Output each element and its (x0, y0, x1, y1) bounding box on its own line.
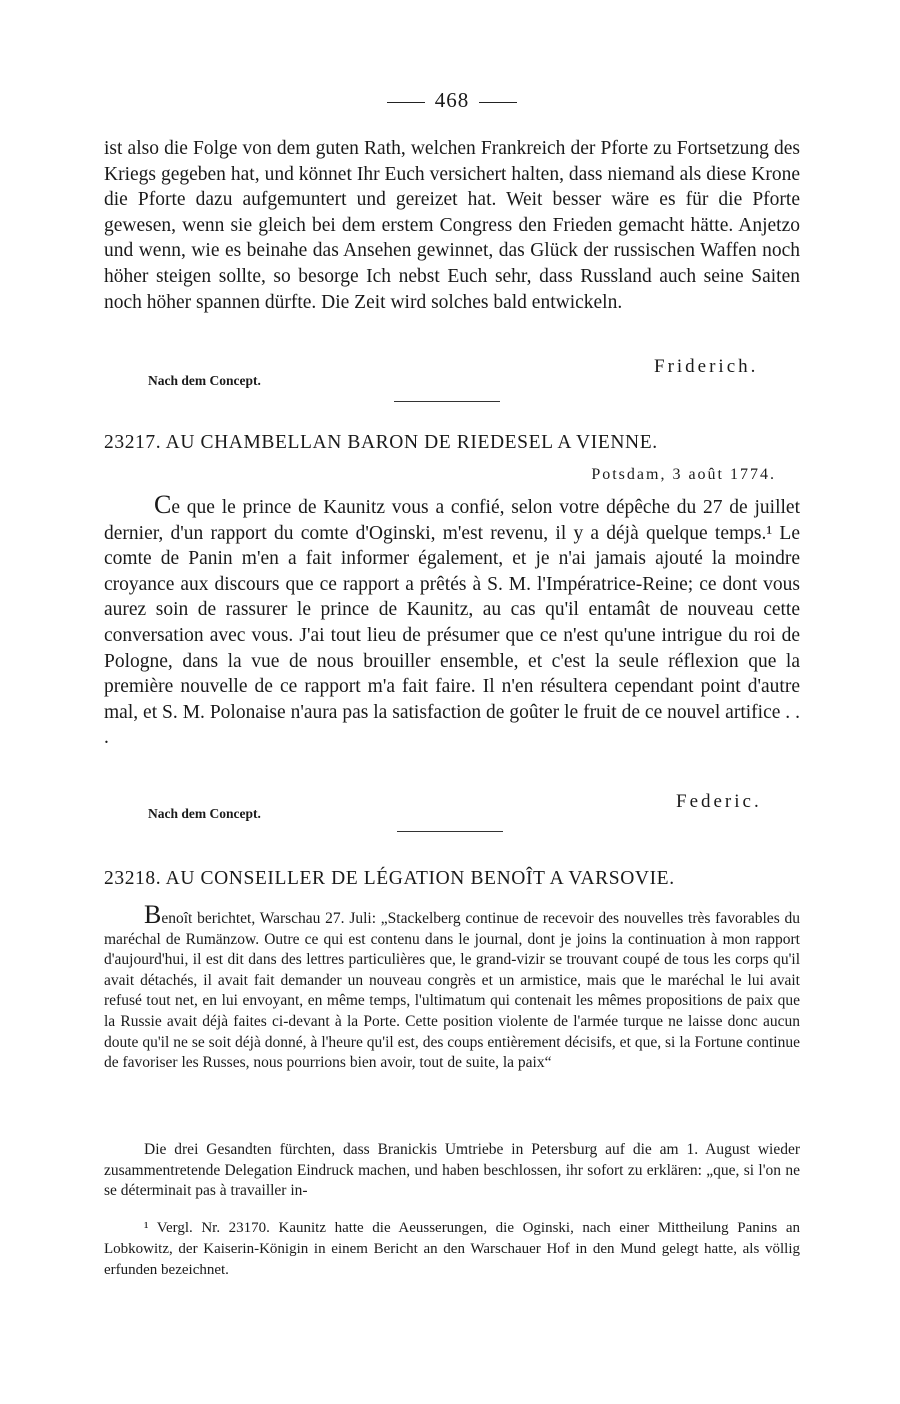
dash-left (387, 102, 425, 103)
letter-body-text: e que le prince de Kaunitz vous a confié, selon votre dépêche du 27 de juillet dernier, d'un rapport du comte d'Oginski, m'est revenu, il y a déjà quelque temps.¹ Le comte de Panin m'en a fait informer également, et je n'ai jamais ajouté la moindre croyance aux discours que ce rapport a prêtés à S. M. l'Impératrice-Reine; ce dont vous aurez soin de rassurer le prince de Kaunitz, au cas qu'il entamât de nouveau cette conversation avec vous. J'ai tout lieu de présumer que ce n'est qu'une intrigue du roi de Pologne, dans la vue de nous brouiller ensemble, et c'est la seule réflexion que la première nouvelle de ce rapport m'a fait faire. Il n'en résultera cependant point d'autre mal, et S. M. Polonaise n'aura pas la satisfaction de goûter le fruit de ce nouvel artifice . . . (104, 497, 800, 749)
signature-federic: Federic. (676, 791, 762, 812)
footnote (104, 1218, 800, 1281)
letter-body-continued (104, 1140, 800, 1202)
letter-body-text-2: Die drei Gesandten fürchten, dass Branickis Umtriebe in Petersburg auf die am 1. August wieder zusammentretende Delegation Eindruck machen, und haben beschlossen, ihr sofort zu erklären: „que, si l'on ne se déterminait pas à travailler in- (104, 1141, 800, 1200)
source-note-1: Nach dem Concept. (148, 373, 261, 388)
letter-title: AU CHAMBELLAN BARON DE RIEDESEL A VIENNE. (165, 432, 658, 453)
letter-heading-23217 (104, 432, 800, 454)
letter-title: AU CONSEILLER DE LÉGATION BENOÎT A VARSOVIE. (165, 868, 675, 889)
letter-heading-23218 (104, 868, 800, 890)
dropcap: C (154, 490, 172, 519)
separator-rule-1 (394, 401, 500, 402)
signature-friderich: Friderich. (654, 356, 759, 377)
letter-number: 23218. (104, 868, 162, 889)
page-number-line (104, 88, 800, 113)
source-note-2: Nach dem Concept. (148, 806, 261, 821)
page-number: 468 (434, 88, 470, 112)
paragraph-continued: ist also die Folge von dem guten Rath, welchen Frankreich der Pforte zu Fortsetzung des Kriegs gegeben hat, und könnet Ihr Euch versichert halten, dass niemand als diese Krone die Pforte dazu aufgemuntert und gereizet hat. Weit besser wäre es für die Pforte gewesen, wenn sie gleich bei dem erstem Congress den Frieden gemacht hätte. Anjetzo und wenn, wie es beinahe das Ansehen gewinnet, das Glück der russischen Waffen noch höher steigen sollte, so besorge Ich nebst Euch sehr, dass Russland auch seine Saiten noch höher spannen dürfte. Die Zeit wird solches bald entwickeln. (104, 138, 800, 313)
letter-body-23217 (104, 492, 800, 751)
footnote-text: ¹ Vergl. Nr. 23170. Kaunitz hatte die Aeusserungen, die Oginski, nach einer Mittheilung Panins an Lobkowitz, der Kaiserin-Königin in einem Bericht an den Warschauer Hof in den Mund gelegt hatte, als völlig erfunden bezeichnet. (104, 1220, 800, 1278)
letter-body-23218 (104, 900, 800, 1074)
separator-rule-2 (397, 831, 503, 832)
dropcap: B (144, 900, 162, 929)
letter-number: 23217. (104, 432, 162, 453)
dateline: Potsdam, 3 août 1774. (591, 466, 776, 483)
dash-right (479, 102, 517, 103)
letter-body-text: enoît berichtet, Warschau 27. Juli: „Stackelberg continue de recevoir des nouvelles très favorables du maréchal de Rumänzow. Outre ce qui est contenu dans le journal, dont je joins la continuation à mon rapport d'aujourd'hui, il est dit dans des lettres particulières que, le grand-vizir se trouvant coupé de tous les corps qu'il avait détachés, il avait fait demander un nouveau congrès et un armistice, mais que le maréchal le lui avait refusé tout net, en lui envoyant, en même temps, l'ultimatum qui contenait les mêmes propositions de paix que la Russie avait déjà faites ci-devant à la Porte. Cette position violente de l'armée turque ne laisse donc aucun doute qu'il ne se soit déjà donné, à l'heure qu'il est, des coups entièrement décisifs, et que, si la Fortune continue de favoriser les Russes, nous pourrions bien avoir, tout de suite, la paix“ (104, 910, 800, 1072)
